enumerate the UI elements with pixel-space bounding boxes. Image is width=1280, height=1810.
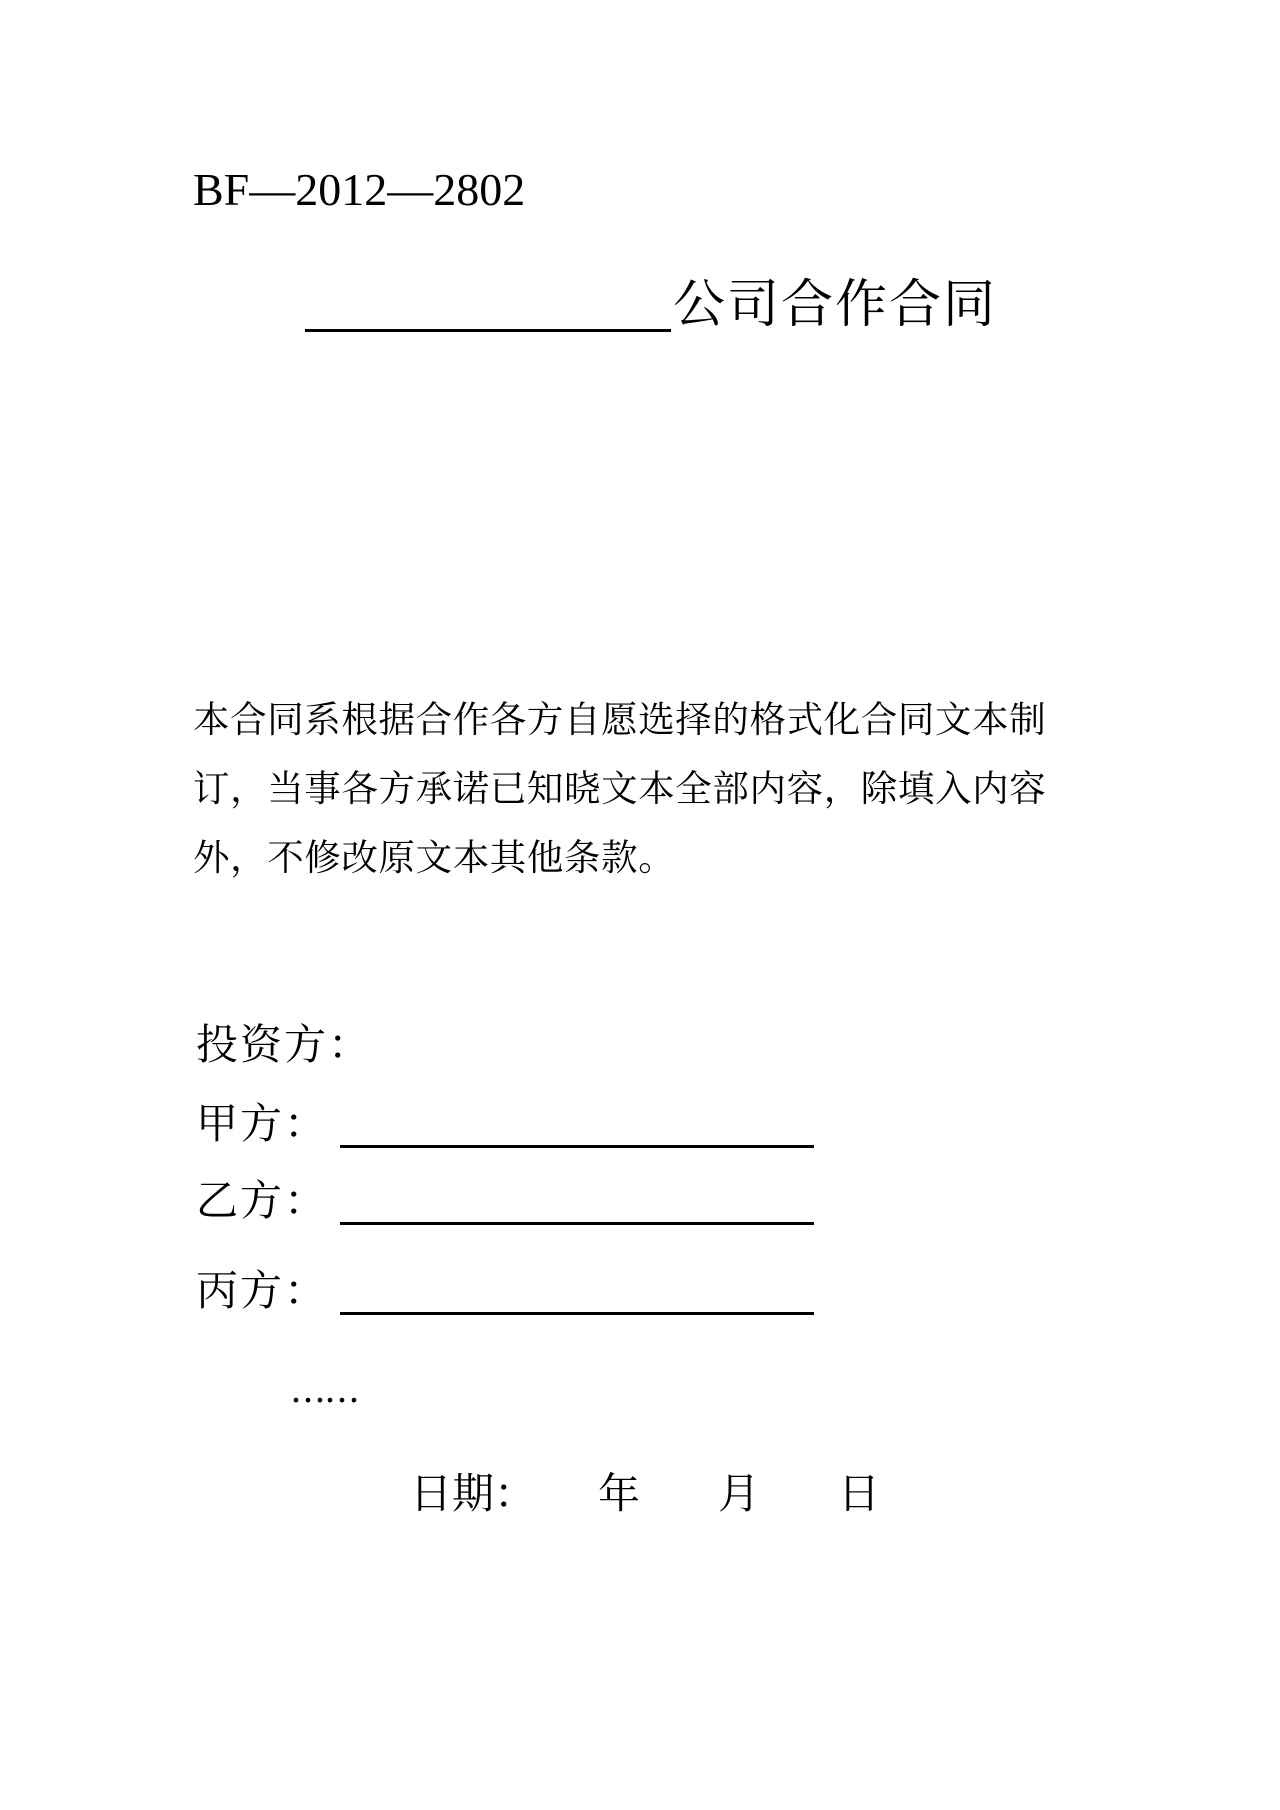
day-label: 日: [838, 1469, 881, 1518]
party-a-row: [196, 1094, 814, 1154]
party-b-blank[interactable]: [340, 1222, 814, 1225]
year-label: 年: [598, 1469, 641, 1518]
preamble-paragraph: [193, 685, 1098, 892]
party-a-label: 甲方：: [196, 1099, 329, 1148]
preamble-line: 外，不修改原文本其他条款。: [193, 836, 676, 879]
document-code: BF—2012—2802: [193, 164, 526, 215]
contract-title: [305, 270, 997, 340]
company-name-blank[interactable]: [305, 329, 671, 332]
party-b-label: 乙方：: [196, 1176, 329, 1225]
contract-title-text: 公司合作合同: [673, 275, 998, 335]
party-c-label: 丙方：: [196, 1266, 329, 1315]
party-c-blank[interactable]: [340, 1312, 814, 1315]
month-label: 月: [718, 1469, 761, 1518]
party-c-row: [196, 1261, 814, 1321]
party-b-row: [196, 1171, 814, 1231]
date-label: 日期：: [410, 1469, 537, 1518]
investors-heading: 投资方：: [196, 1020, 373, 1069]
more-parties-ellipsis: ……: [290, 1370, 358, 1411]
preamble-line: 本合同系根据合作各方自愿选择的格式化合同文本制: [193, 698, 1047, 741]
party-a-blank[interactable]: [340, 1145, 814, 1148]
preamble-line: 订，当事各方承诺已知晓文本全部内容，除填入内容: [193, 767, 1047, 810]
